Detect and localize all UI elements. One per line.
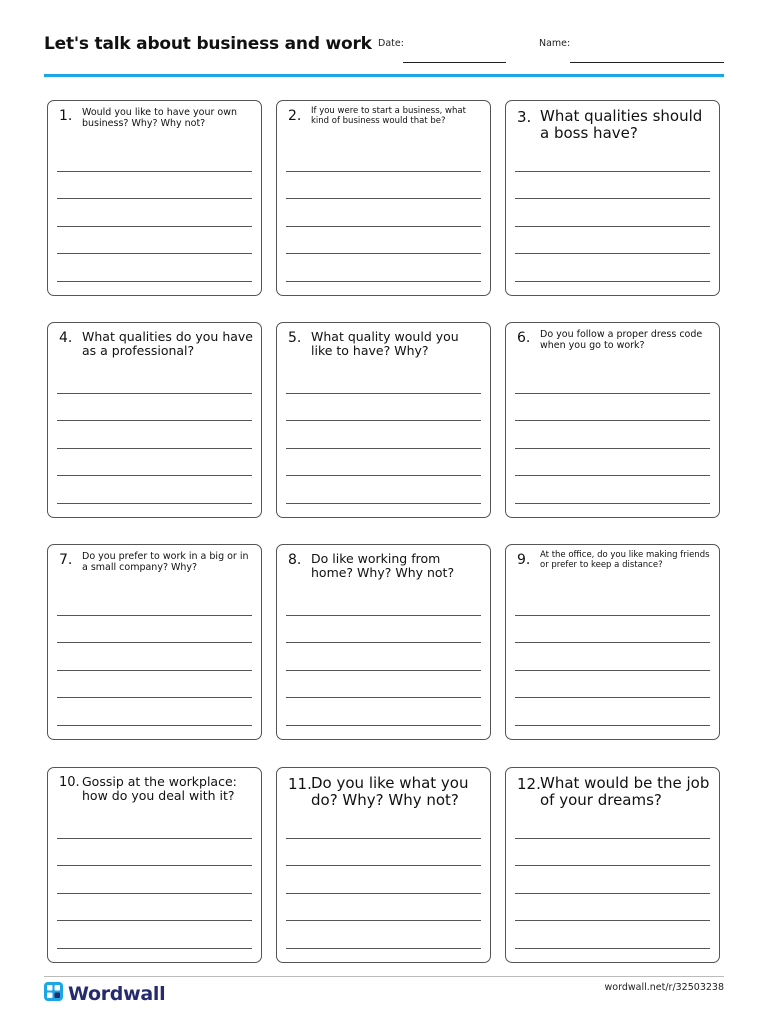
question-number: 3. — [517, 108, 532, 126]
question-text: What would be the job of your dreams? — [540, 774, 710, 810]
answer-line[interactable] — [286, 393, 481, 394]
answer-line[interactable] — [57, 503, 252, 504]
answer-line[interactable] — [286, 838, 481, 839]
answer-line[interactable] — [286, 171, 481, 172]
question-number: 10. — [59, 775, 80, 790]
question-card-7 — [47, 544, 262, 740]
answer-line[interactable] — [515, 725, 710, 726]
answer-line[interactable] — [57, 838, 252, 839]
question-number: 5. — [288, 330, 302, 346]
answer-line[interactable] — [286, 253, 481, 254]
answer-line[interactable] — [515, 226, 710, 227]
worksheet-title: Let's talk about business and work — [44, 34, 372, 54]
wordwall-grid-icon — [44, 982, 63, 1005]
question-number: 12. — [517, 775, 541, 793]
answer-line[interactable] — [515, 475, 710, 476]
answer-line[interactable] — [515, 838, 710, 839]
answer-line[interactable] — [286, 420, 481, 421]
answer-line[interactable] — [57, 281, 252, 282]
name-label: Name: — [539, 38, 571, 49]
answer-line[interactable] — [57, 475, 252, 476]
wordwall-logo — [44, 982, 165, 1005]
question-text: Do you follow a proper dress code when you go to work? — [540, 329, 703, 351]
header-divider — [44, 74, 724, 77]
answer-line[interactable] — [57, 642, 252, 643]
question-text: Would you like to have your own business? Why? Why not? — [82, 107, 238, 129]
question-number: 2. — [288, 108, 302, 124]
question-card-11 — [276, 767, 491, 963]
answer-line[interactable] — [515, 281, 710, 282]
answer-line[interactable] — [515, 393, 710, 394]
question-number: 9. — [517, 552, 531, 568]
answer-line[interactable] — [286, 615, 481, 616]
answer-line[interactable] — [57, 420, 252, 421]
question-text: If you were to start a business, what kind of business would that be? — [311, 106, 466, 126]
question-card-4 — [47, 322, 262, 518]
question-card-8 — [276, 544, 491, 740]
answer-line[interactable] — [515, 503, 710, 504]
answer-line[interactable] — [515, 697, 710, 698]
answer-line[interactable] — [286, 448, 481, 449]
question-text: Do you like what you do? Why? Why not? — [311, 774, 469, 810]
answer-line[interactable] — [515, 865, 710, 866]
answer-line[interactable] — [57, 171, 252, 172]
question-card-1 — [47, 100, 262, 296]
wordwall-brand-name: Wordwall — [68, 982, 166, 1005]
footer-divider — [44, 976, 724, 977]
question-card-2 — [276, 100, 491, 296]
answer-line[interactable] — [286, 198, 481, 199]
answer-line[interactable] — [286, 865, 481, 866]
answer-line[interactable] — [286, 475, 481, 476]
answer-line[interactable] — [57, 448, 252, 449]
answer-line[interactable] — [286, 281, 481, 282]
question-card-9 — [505, 544, 720, 740]
answer-line[interactable] — [286, 670, 481, 671]
question-text: Do you prefer to work in a big or in a small company? Why? — [82, 551, 249, 573]
question-text: At the office, do you like making friends or prefer to keep a distance? — [540, 550, 710, 570]
answer-line[interactable] — [515, 448, 710, 449]
question-number: 8. — [288, 552, 302, 568]
answer-line[interactable] — [515, 948, 710, 949]
question-text: What quality would you like to have? Why? — [311, 329, 459, 359]
answer-line[interactable] — [57, 198, 252, 199]
answer-line[interactable] — [515, 615, 710, 616]
answer-line[interactable] — [286, 725, 481, 726]
answer-line[interactable] — [57, 393, 252, 394]
answer-line[interactable] — [57, 725, 252, 726]
question-text: Do like working from home? Why? Why not? — [311, 551, 455, 581]
answer-line[interactable] — [286, 697, 481, 698]
question-card-10 — [47, 767, 262, 963]
answer-line[interactable] — [286, 642, 481, 643]
footer-url[interactable]: wordwall.net/r/32503238 — [604, 982, 724, 993]
question-card-6 — [505, 322, 720, 518]
answer-line[interactable] — [57, 948, 252, 949]
answer-line[interactable] — [57, 697, 252, 698]
question-number: 4. — [59, 330, 73, 346]
question-text: What qualities do you have as a professional? — [82, 329, 253, 359]
answer-line[interactable] — [515, 198, 710, 199]
date-label: Date: — [378, 38, 404, 49]
answer-line[interactable] — [515, 642, 710, 643]
question-number: 11. — [288, 775, 312, 793]
question-card-12 — [505, 767, 720, 963]
question-number: 6. — [517, 330, 531, 346]
answer-line[interactable] — [286, 920, 481, 921]
question-card-5 — [276, 322, 491, 518]
question-number: 1. — [59, 108, 73, 124]
answer-line[interactable] — [286, 503, 481, 504]
answer-line[interactable] — [515, 920, 710, 921]
answer-line[interactable] — [286, 893, 481, 894]
answer-line[interactable] — [57, 670, 252, 671]
question-number: 7. — [59, 552, 73, 568]
answer-line[interactable] — [515, 893, 710, 894]
answer-line[interactable] — [286, 948, 481, 949]
date-input-line[interactable] — [403, 62, 506, 63]
answer-line[interactable] — [57, 253, 252, 254]
question-card-3 — [505, 100, 720, 296]
answer-line[interactable] — [57, 865, 252, 866]
answer-line[interactable] — [57, 920, 252, 921]
answer-line[interactable] — [515, 670, 710, 671]
answer-line[interactable] — [57, 893, 252, 894]
answer-line[interactable] — [57, 615, 252, 616]
answer-line[interactable] — [515, 253, 710, 254]
question-text: Gossip at the workplace: how do you deal with it? — [82, 774, 237, 804]
question-text: What qualities should a boss have? — [540, 107, 703, 143]
name-input-line[interactable] — [570, 62, 724, 63]
answer-line[interactable] — [515, 171, 710, 172]
answer-line[interactable] — [286, 226, 481, 227]
answer-line[interactable] — [515, 420, 710, 421]
answer-line[interactable] — [57, 226, 252, 227]
